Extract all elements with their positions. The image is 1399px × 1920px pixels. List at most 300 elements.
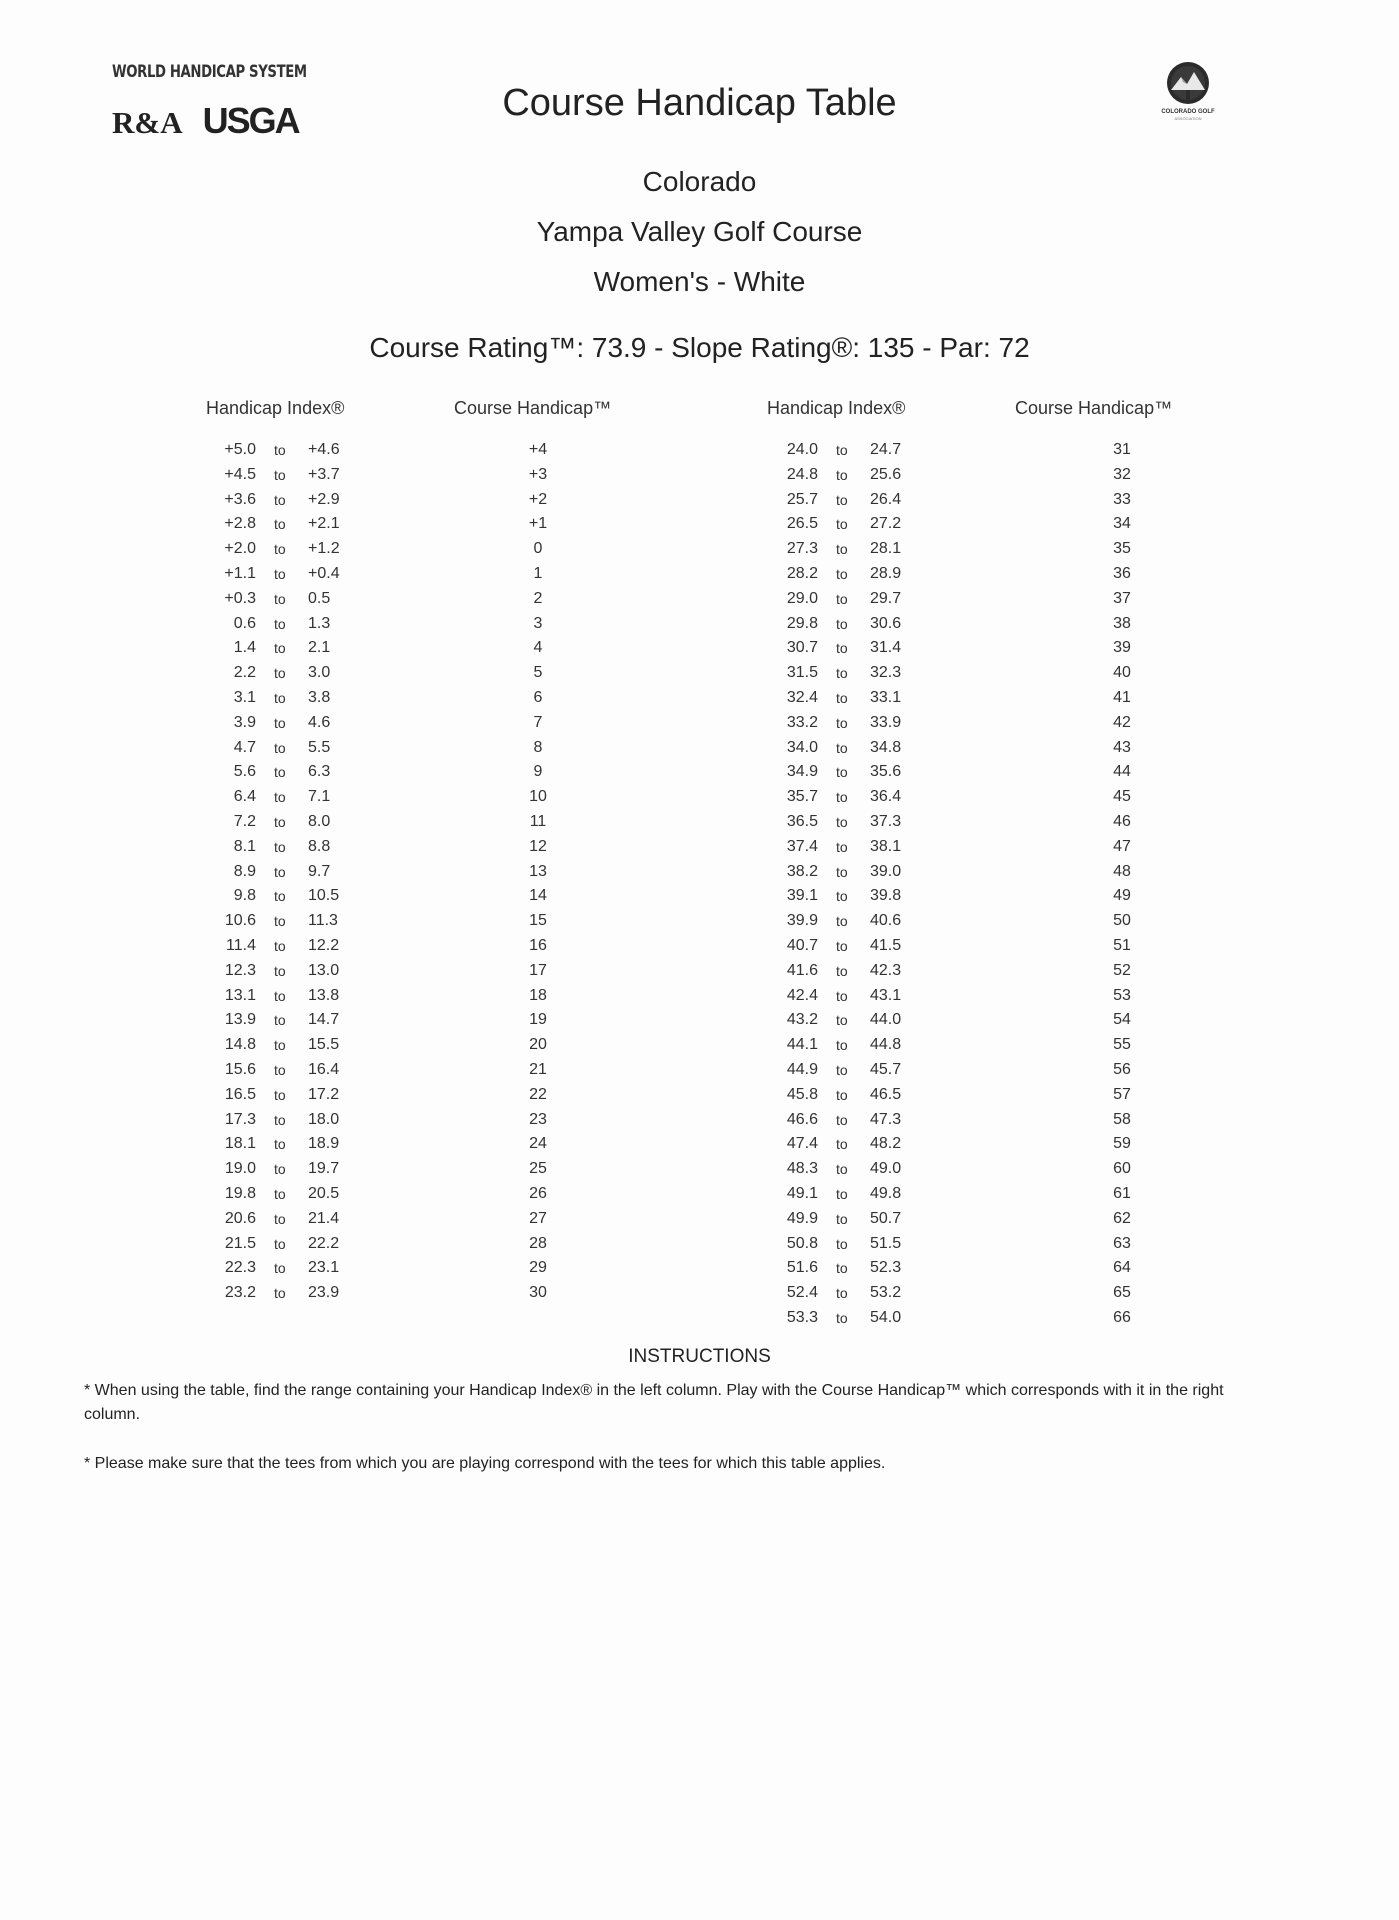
- handicap-index-from: 24.0: [786, 441, 818, 458]
- table-row: [208, 785, 608, 810]
- course-handicap-value: 46: [1113, 812, 1131, 830]
- course-handicap-value: +4: [528, 441, 548, 458]
- course-handicap-value: 17: [529, 961, 547, 979]
- range-separator: to: [836, 516, 848, 533]
- association-logo-name: COLORADO GOLF: [1161, 109, 1215, 115]
- course-handicap-value: 30: [529, 1284, 547, 1302]
- handicap-index-to: 38.1: [870, 837, 902, 855]
- handicap-index-from: +2.8: [224, 515, 256, 533]
- instruction-1: * When using the table, find the range containing your Handicap Index® in the left column. Play with the Course Handicap™ which corresponds with it in the right column.: [84, 1382, 1224, 1423]
- table-row: [208, 1157, 608, 1182]
- handicap-index-to: 36.4: [870, 788, 902, 806]
- table-row: [208, 909, 608, 934]
- table-row: [208, 1132, 608, 1157]
- course-handicap-value: 2: [533, 589, 543, 607]
- course-handicap-value: 15: [529, 912, 547, 930]
- handicap-index-to: 40.6: [870, 912, 902, 930]
- handicap-index-from: 34.9: [786, 763, 818, 781]
- table-row: [208, 463, 608, 488]
- range-separator: to: [836, 913, 848, 930]
- handicap-index-to: 11.3: [308, 912, 338, 930]
- handicap-index-from: 41.6: [786, 961, 818, 979]
- handicap-index-to: +1.2: [308, 540, 340, 558]
- handicap-index-to: 3.0: [308, 664, 331, 682]
- handicap-index-to: +0.4: [308, 564, 340, 582]
- handicap-index-from: 24.8: [786, 465, 818, 483]
- handicap-index-from: 43.2: [786, 1011, 818, 1029]
- handicap-index-to: 45.7: [870, 1060, 902, 1078]
- table-row: [770, 661, 1170, 686]
- table-row: [208, 1207, 608, 1232]
- course-handicap-value: 37: [1113, 589, 1131, 607]
- range-separator: to: [274, 937, 286, 954]
- ra-logo: R&A: [112, 105, 183, 140]
- course-handicap-value: 3: [533, 614, 543, 632]
- handicap-index-to: +2.9: [308, 490, 340, 508]
- handicap-index-from: 53.3: [786, 1308, 818, 1326]
- handicap-index-from: 50.8: [786, 1234, 818, 1252]
- right-handicap-index-header: Handicap Index®: [767, 398, 906, 418]
- course-handicap-value: 57: [1113, 1085, 1131, 1103]
- course-name: Yampa Valley Golf Course: [536, 216, 863, 247]
- course-handicap-value: 55: [1113, 1036, 1131, 1054]
- table-row: [770, 1033, 1170, 1058]
- table-row: [770, 463, 1170, 488]
- handicap-index-from: 29.0: [786, 589, 818, 607]
- handicap-index-from: +5.0: [224, 441, 256, 458]
- course-tee: Women's - White: [593, 266, 806, 297]
- range-separator: to: [836, 1285, 848, 1302]
- range-separator: to: [836, 1210, 848, 1227]
- course-handicap-value: 8: [533, 738, 543, 756]
- handicap-index-to: 35.6: [870, 763, 902, 781]
- range-separator: to: [836, 1037, 848, 1054]
- handicap-index-from: 25.7: [786, 490, 818, 508]
- handicap-index-from: 17.3: [224, 1110, 256, 1128]
- handicap-index-to: 4.6: [308, 713, 331, 731]
- course-handicap-value: 35: [1113, 540, 1131, 558]
- course-handicap-value: 23: [529, 1110, 547, 1128]
- course-handicap-value: 39: [1113, 639, 1131, 657]
- range-separator: to: [836, 615, 848, 632]
- handicap-index-to: 28.1: [870, 540, 902, 558]
- table-row: [208, 686, 608, 711]
- course-handicap-value: 27: [529, 1209, 547, 1227]
- table-row: [208, 984, 608, 1009]
- right-handicap-table: [770, 438, 1170, 1331]
- handicap-index-to: 23.9: [308, 1284, 340, 1302]
- handicap-index-to: 1.3: [308, 614, 331, 632]
- handicap-index-to: 2.1: [308, 639, 331, 657]
- handicap-index-from: 31.5: [786, 664, 818, 682]
- range-separator: to: [274, 714, 286, 731]
- handicap-index-to: 49.8: [870, 1184, 902, 1202]
- course-state: Colorado: [642, 166, 757, 197]
- course-handicap-value: +3: [528, 465, 548, 483]
- handicap-index-from: 1.4: [233, 639, 256, 657]
- course-handicap-value: 66: [1113, 1308, 1131, 1326]
- range-separator: to: [274, 913, 286, 930]
- handicap-index-to: 24.7: [870, 441, 902, 458]
- handicap-index-from: +1.1: [224, 564, 256, 582]
- course-handicap-value: 24: [529, 1135, 547, 1153]
- handicap-index-to: 21.4: [308, 1209, 340, 1227]
- range-separator: to: [274, 838, 286, 855]
- course-handicap-value: 1: [533, 564, 543, 582]
- table-row: [208, 587, 608, 612]
- course-handicap-value: 36: [1113, 564, 1131, 582]
- handicap-index-to: 32.3: [870, 664, 902, 682]
- table-row: [208, 1232, 608, 1257]
- handicap-index-to: 50.7: [870, 1209, 902, 1227]
- handicap-index-to: 44.0: [870, 1011, 902, 1029]
- table-row: [208, 760, 608, 785]
- handicap-index-from: +4.5: [224, 465, 256, 483]
- course-handicap-value: 32: [1113, 465, 1131, 483]
- table-row: [770, 438, 1170, 463]
- handicap-index-to: 28.9: [870, 564, 902, 582]
- table-row: [208, 1033, 608, 1058]
- handicap-index-from: 49.1: [786, 1184, 818, 1202]
- table-row: [208, 438, 608, 463]
- range-separator: to: [274, 541, 286, 558]
- handicap-index-to: 49.0: [870, 1160, 902, 1178]
- range-separator: to: [274, 516, 286, 533]
- handicap-index-from: 3.1: [233, 688, 256, 706]
- table-row: [208, 835, 608, 860]
- handicap-index-from: 36.5: [786, 812, 818, 830]
- handicap-index-to: 19.7: [308, 1160, 340, 1178]
- handicap-index-to: 10.5: [308, 887, 340, 905]
- table-row: [770, 562, 1170, 587]
- course-handicap-value: 44: [1113, 763, 1131, 781]
- table-row: [770, 934, 1170, 959]
- table-row: [770, 835, 1170, 860]
- handicap-index-to: 5.5: [308, 738, 331, 756]
- course-handicap-value: 58: [1113, 1110, 1131, 1128]
- range-separator: to: [836, 1161, 848, 1178]
- range-separator: to: [836, 466, 848, 483]
- range-separator: to: [274, 615, 286, 632]
- range-separator: to: [836, 640, 848, 657]
- table-row: [770, 1058, 1170, 1083]
- handicap-index-from: 15.6: [224, 1060, 256, 1078]
- range-separator: to: [274, 739, 286, 756]
- table-row: [770, 686, 1170, 711]
- course-handicap-value: 51: [1113, 936, 1131, 954]
- table-row: [770, 1108, 1170, 1133]
- course-handicap-value: 19: [529, 1011, 547, 1029]
- course-handicap-value: 52: [1113, 961, 1131, 979]
- handicap-index-to: 15.5: [308, 1036, 340, 1054]
- course-handicap-value: 25: [529, 1160, 547, 1178]
- handicap-index-from: 28.2: [786, 564, 818, 582]
- course-handicap-value: 34: [1113, 515, 1131, 533]
- handicap-index-to: 46.5: [870, 1085, 902, 1103]
- table-row: [208, 488, 608, 513]
- handicap-index-from: 51.6: [786, 1259, 818, 1277]
- handicap-index-from: 3.9: [233, 713, 256, 731]
- course-handicap-value: 45: [1113, 788, 1131, 806]
- course-handicap-value: 21: [529, 1060, 547, 1078]
- table-row: [770, 760, 1170, 785]
- course-handicap-value: 28: [529, 1234, 547, 1252]
- course-handicap-value: 59: [1113, 1135, 1131, 1153]
- handicap-index-to: 8.0: [308, 812, 331, 830]
- table-row: [770, 1207, 1170, 1232]
- table-row: [208, 562, 608, 587]
- range-separator: to: [836, 962, 848, 979]
- handicap-index-from: 26.5: [786, 515, 818, 533]
- range-separator: to: [836, 937, 848, 954]
- range-separator: to: [836, 1260, 848, 1277]
- handicap-index-from: 45.8: [786, 1085, 818, 1103]
- table-row: [208, 1058, 608, 1083]
- range-separator: to: [274, 665, 286, 682]
- handicap-index-from: 39.9: [786, 912, 818, 930]
- table-row: [208, 1008, 608, 1033]
- course-handicap-value: 48: [1113, 862, 1131, 880]
- table-row: [208, 512, 608, 537]
- course-handicap-value: 5: [533, 664, 543, 682]
- handicap-index-from: 0.6: [233, 614, 256, 632]
- range-separator: to: [836, 1136, 848, 1153]
- handicap-index-to: 7.1: [308, 788, 331, 806]
- handicap-index-from: 4.7: [233, 738, 256, 756]
- handicap-index-to: 39.8: [870, 887, 902, 905]
- table-row: [208, 661, 608, 686]
- handicap-index-to: 9.7: [308, 862, 331, 880]
- course-handicap-value: 13: [529, 862, 547, 880]
- handicap-index-from: 48.3: [786, 1160, 818, 1178]
- handicap-index-to: 25.6: [870, 465, 902, 483]
- handicap-index-from: 39.1: [786, 887, 818, 905]
- course-handicap-value: 20: [529, 1036, 547, 1054]
- course-handicap-value: 12: [529, 837, 547, 855]
- handicap-index-to: 13.0: [308, 961, 340, 979]
- range-separator: to: [274, 987, 286, 1004]
- range-separator: to: [836, 1235, 848, 1252]
- handicap-index-from: 2.2: [233, 664, 256, 682]
- course-handicap-value: 38: [1113, 614, 1131, 632]
- range-separator: to: [274, 764, 286, 781]
- course-handicap-value: 10: [529, 788, 547, 806]
- range-separator: to: [836, 1086, 848, 1103]
- handicap-index-from: 7.2: [233, 812, 256, 830]
- handicap-index-from: 44.9: [786, 1060, 818, 1078]
- handicap-index-to: 26.4: [870, 490, 902, 508]
- range-separator: to: [274, 1061, 286, 1078]
- range-separator: to: [274, 640, 286, 657]
- range-separator: to: [836, 665, 848, 682]
- handicap-index-to: +4.6: [308, 441, 340, 458]
- table-row: [770, 1281, 1170, 1306]
- range-separator: to: [836, 888, 848, 905]
- course-handicap-value: 61: [1113, 1184, 1131, 1202]
- course-handicap-value: 50: [1113, 912, 1131, 930]
- range-separator: to: [274, 863, 286, 880]
- range-separator: to: [274, 1012, 286, 1029]
- handicap-index-from: 12.3: [224, 961, 256, 979]
- course-handicap-value: 31: [1113, 441, 1131, 458]
- course-handicap-value: 9: [533, 763, 543, 781]
- handicap-index-to: 51.5: [870, 1234, 902, 1252]
- table-row: [770, 884, 1170, 909]
- range-separator: to: [274, 1210, 286, 1227]
- table-row: [208, 810, 608, 835]
- course-handicap-value: 65: [1113, 1284, 1131, 1302]
- range-separator: to: [274, 1086, 286, 1103]
- handicap-index-to: 33.9: [870, 713, 902, 731]
- handicap-index-from: 27.3: [786, 540, 818, 558]
- handicap-index-from: 32.4: [786, 688, 818, 706]
- handicap-index-to: 0.5: [308, 589, 331, 607]
- table-row: [208, 612, 608, 637]
- left-handicap-table: [208, 438, 608, 1306]
- table-row: [770, 1182, 1170, 1207]
- table-row: [770, 785, 1170, 810]
- handicap-index-to: 18.9: [308, 1135, 340, 1153]
- handicap-index-from: 13.9: [224, 1011, 256, 1029]
- handicap-index-to: 8.8: [308, 837, 331, 855]
- table-row: [208, 1083, 608, 1108]
- course-handicap-value: 18: [529, 986, 547, 1004]
- table-row: [208, 636, 608, 661]
- handicap-index-to: 41.5: [870, 936, 902, 954]
- range-separator: to: [836, 442, 848, 458]
- handicap-index-from: 29.8: [786, 614, 818, 632]
- table-row: [770, 959, 1170, 984]
- handicap-index-from: 9.8: [233, 887, 256, 905]
- course-handicap-value: 16: [529, 936, 547, 954]
- handicap-index-to: 27.2: [870, 515, 902, 533]
- course-handicap-value: 22: [529, 1085, 547, 1103]
- course-handicap-value: 64: [1113, 1259, 1131, 1277]
- handicap-index-to: 17.2: [308, 1085, 340, 1103]
- range-separator: to: [836, 590, 848, 607]
- handicap-index-to: 33.1: [870, 688, 902, 706]
- handicap-index-from: 35.7: [786, 788, 818, 806]
- range-separator: to: [836, 789, 848, 806]
- handicap-index-from: 8.9: [233, 862, 256, 880]
- handicap-index-to: 18.0: [308, 1110, 340, 1128]
- range-separator: to: [274, 1136, 286, 1153]
- table-row: [770, 587, 1170, 612]
- range-separator: to: [274, 491, 286, 508]
- range-separator: to: [274, 813, 286, 830]
- association-logo-sub: ASSOCIATION: [1174, 116, 1202, 121]
- range-separator: to: [836, 1185, 848, 1202]
- handicap-index-to: 34.8: [870, 738, 902, 756]
- handicap-index-from: 11.4: [226, 936, 256, 954]
- handicap-index-to: +3.7: [308, 465, 340, 483]
- table-row: [208, 934, 608, 959]
- instruction-2: * Please make sure that the tees from which you are playing correspond with the tees for which this table applies.: [84, 1455, 886, 1472]
- range-separator: to: [274, 590, 286, 607]
- range-separator: to: [836, 863, 848, 880]
- course-handicap-value: +2: [528, 490, 548, 508]
- range-separator: to: [274, 442, 286, 458]
- table-row: [208, 736, 608, 761]
- range-separator: to: [274, 888, 286, 905]
- range-separator: to: [274, 1285, 286, 1302]
- handicap-index-to: 54.0: [870, 1308, 902, 1326]
- handicap-index-to: 53.2: [870, 1284, 902, 1302]
- handicap-index-from: 34.0: [786, 738, 818, 756]
- handicap-index-from: +2.0: [224, 540, 256, 558]
- handicap-index-from: +3.6: [224, 490, 256, 508]
- handicap-index-to: 31.4: [870, 639, 902, 657]
- table-row: [770, 537, 1170, 562]
- range-separator: to: [274, 1260, 286, 1277]
- handicap-index-from: 44.1: [786, 1036, 818, 1054]
- course-handicap-value: 47: [1113, 837, 1131, 855]
- handicap-index-from: 49.9: [786, 1209, 818, 1227]
- handicap-index-to: 22.2: [308, 1234, 340, 1252]
- range-separator: to: [274, 689, 286, 706]
- course-handicap-value: 63: [1113, 1234, 1131, 1252]
- table-row: [770, 810, 1170, 835]
- range-separator: to: [836, 491, 848, 508]
- range-separator: to: [274, 1185, 286, 1202]
- range-separator: to: [274, 1037, 286, 1054]
- table-row: [770, 1008, 1170, 1033]
- course-handicap-value: 6: [533, 688, 543, 706]
- course-handicap-value: 56: [1113, 1060, 1131, 1078]
- range-separator: to: [836, 739, 848, 756]
- handicap-index-to: +2.1: [308, 515, 340, 533]
- range-separator: to: [836, 689, 848, 706]
- range-separator: to: [274, 1235, 286, 1252]
- course-handicap-value: 60: [1113, 1160, 1131, 1178]
- table-row: [770, 612, 1170, 637]
- table-row: [208, 1256, 608, 1281]
- handicap-index-to: 16.4: [308, 1060, 340, 1078]
- table-row: [770, 736, 1170, 761]
- table-row: [208, 884, 608, 909]
- course-handicap-value: +1: [528, 515, 548, 533]
- handicap-index-to: 48.2: [870, 1135, 902, 1153]
- range-separator: to: [836, 838, 848, 855]
- handicap-index-to: 23.1: [308, 1259, 340, 1277]
- handicap-index-from: 6.4: [233, 788, 256, 806]
- range-separator: to: [274, 565, 286, 582]
- handicap-index-from: 19.8: [224, 1184, 256, 1202]
- handicap-index-to: 52.3: [870, 1259, 902, 1277]
- course-handicap-value: 33: [1113, 490, 1131, 508]
- course-handicap-value: 42: [1113, 713, 1131, 731]
- handicap-index-to: 39.0: [870, 862, 902, 880]
- handicap-index-from: +0.3: [224, 589, 256, 607]
- handicap-index-from: 18.1: [224, 1135, 256, 1153]
- handicap-index-from: 14.8: [224, 1036, 256, 1054]
- course-handicap-value: 62: [1113, 1209, 1131, 1227]
- table-row: [208, 1182, 608, 1207]
- left-course-handicap-header: Course Handicap™: [454, 398, 612, 418]
- table-row: [770, 1083, 1170, 1108]
- table-row: [208, 1108, 608, 1133]
- instructions-title: INSTRUCTIONS: [628, 1346, 771, 1367]
- handicap-index-to: 20.5: [308, 1184, 340, 1202]
- table-row: [770, 636, 1170, 661]
- handicap-index-to: 14.7: [308, 1011, 340, 1029]
- right-course-handicap-header: Course Handicap™: [1015, 398, 1173, 418]
- course-handicap-value: 54: [1113, 1011, 1131, 1029]
- table-row: [770, 1256, 1170, 1281]
- course-handicap-value: 26: [529, 1184, 547, 1202]
- handicap-index-from: 30.7: [786, 639, 818, 657]
- handicap-index-to: 42.3: [870, 961, 902, 979]
